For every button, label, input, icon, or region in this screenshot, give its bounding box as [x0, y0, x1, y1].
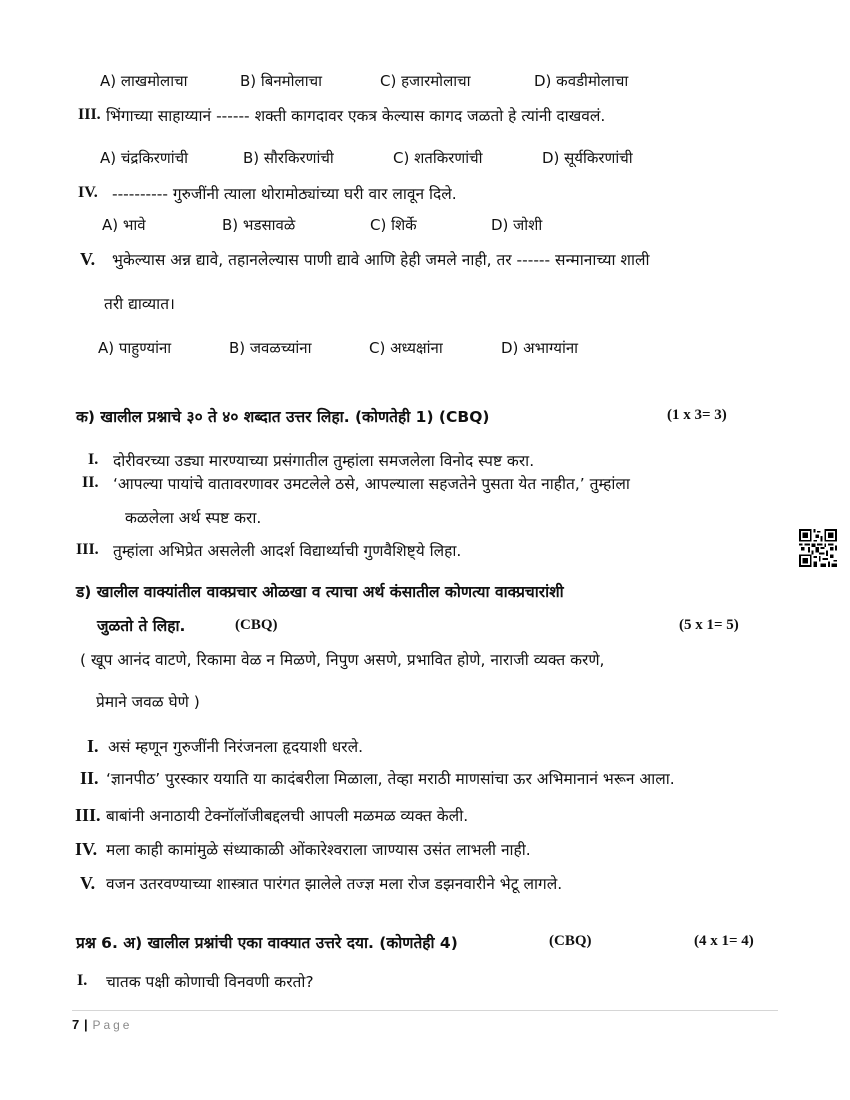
option-a: A) लाखमोलाचा — [100, 72, 188, 90]
option-d: D) सूर्यकिरणांची — [542, 149, 633, 167]
option-a: A) पाहुण्यांना — [98, 339, 172, 357]
question-text: वजन उतरवण्याच्या शास्त्रात पारंगत झालेले तज्ज्ञ मला रोज डझनवारीने भेटू लागले. — [106, 875, 563, 893]
marks-label: (4 x 1= 4) — [694, 933, 754, 949]
qr-code-icon — [799, 529, 837, 567]
marks-label: (1 x 3= 3) — [667, 407, 727, 423]
question-text-line2: तरी द्याव्यात। — [104, 295, 175, 313]
question-number: IV. — [78, 184, 98, 201]
marks-label: (5 x 1= 5) — [679, 617, 739, 633]
question-number: III. — [78, 106, 101, 123]
section-heading: क) खालील प्रश्नाचे ३० ते ४० शब्दात उत्तर लिहा. (कोणतेही 1) (CBQ) — [76, 408, 490, 426]
question-text: बाबांनी अनाठायी टेक्नॉलॉजीबद्दलची आपली मळमळ व्यक्त केली. — [106, 807, 469, 825]
option-c: C) शतकिरणांची — [393, 149, 483, 167]
section-heading-line1: ड) खालील वाक्यांतील वाक्प्रचार ओळखा व त्याचा अर्थ कंसातील कोणत्या वाक्प्रचारांशी — [76, 583, 564, 601]
option-b: B) भडसावळे — [222, 216, 296, 234]
option-c: C) अध्यक्षांना — [369, 339, 443, 357]
question-number: V. — [80, 873, 96, 893]
option-d: D) कवडीमोलाचा — [534, 72, 629, 90]
question-number: V. — [80, 249, 96, 269]
question-number: I. — [77, 972, 88, 989]
question-text-line2: कळलेला अर्थ स्पष्ट करा. — [125, 509, 262, 527]
question-text-line1: भुकेल्यास अन्न द्यावे, तहानलेल्यास पाणी द्यावे आणि हेही जमले नाही, तर ------ सन्मानाच्या शाली — [112, 251, 650, 269]
question-text: भिंगाच्या साहाय्यानं ------ शक्ती कागदावर एकत्र केल्यास कागद जळतो हे त्यांनी दाखवलं. — [106, 107, 606, 125]
section-heading: प्रश्न 6. अ) खालील प्रश्नांची एका वाक्यात उत्तरे दया. (कोणतेही 4) — [76, 934, 458, 952]
section-heading-line2: जुळतो ते लिहा. — [97, 617, 186, 635]
question-text: ---------- गुरुजींनी त्याला थोरामोठ्यांच्या घरी वार लावून दिले. — [112, 185, 457, 203]
question-number: II. — [80, 768, 99, 788]
option-b: B) सौरकिरणांची — [243, 149, 334, 167]
option-d: D) जोशी — [491, 216, 543, 234]
question-text: चातक पक्षी कोणाची विनवणी करतो? — [106, 973, 314, 991]
option-d: D) अभाग्यांना — [501, 339, 579, 357]
question-text: तुम्हांला अभिप्रेत असलेली आदर्श विद्यार्थ्याची गुणवैशिष्ट्ये लिहा. — [113, 542, 462, 560]
page-label: Page — [92, 1018, 133, 1032]
page-footer — [72, 1015, 132, 1033]
question-text: मला काही कामांमुळे संध्याकाळी ओंकारेश्वराला जाण्यास उसंत लाभली नाही. — [106, 841, 531, 859]
question-text: दोरीवरच्या उड्या मारण्याच्या प्रसंगातील तुम्हांला समजलेला विनोद स्पष्ट करा. — [113, 452, 535, 470]
question-text-line1: ‘आपल्या पायांचे वातावरणावर उमटलेले ठसे, आपल्याला सहजतेने पुसता येत नाहीत,’ तुम्हांला — [113, 475, 630, 493]
cbq-label: (CBQ) — [549, 933, 592, 949]
page-number: 7 — [72, 1017, 80, 1032]
question-text: ‘ज्ञानपीठ’ पुरस्कार ययाति या कादंबरीला मिळाला, तेव्हा मराठी माणसांचा ऊर अभिमानानं भरून आला. — [106, 770, 675, 788]
option-b: B) बिनमोलाचा — [240, 72, 323, 90]
footer-divider — [72, 1010, 778, 1011]
question-number: II. — [82, 474, 99, 491]
cbq-label: (CBQ) — [235, 617, 278, 633]
option-c: C) शिर्के — [370, 216, 417, 234]
question-number: III. — [76, 541, 99, 558]
phrase-options-line2: प्रेमाने जवळ घेणे ) — [96, 693, 200, 711]
option-c: C) हजारमोलाचा — [380, 72, 471, 90]
question-number: III. — [75, 805, 101, 825]
option-a: A) भावे — [102, 216, 146, 234]
phrase-options-line1: ( खूप आनंद वाटणे, रिकामा वेळ न मिळणे, निपुण असणे, प्रभावित होणे, नाराजी व्यक्त करणे, — [80, 651, 605, 669]
question-text: असं म्हणून गुरुजींनी निरंजनला हृदयाशी धरले. — [108, 738, 364, 756]
footer-separator: | — [84, 1017, 88, 1032]
question-number: I. — [88, 451, 99, 468]
option-a: A) चंद्रकिरणांची — [100, 149, 189, 167]
question-number: IV. — [75, 839, 98, 859]
question-number: I. — [87, 736, 99, 756]
option-b: B) जवळच्यांना — [229, 339, 312, 357]
